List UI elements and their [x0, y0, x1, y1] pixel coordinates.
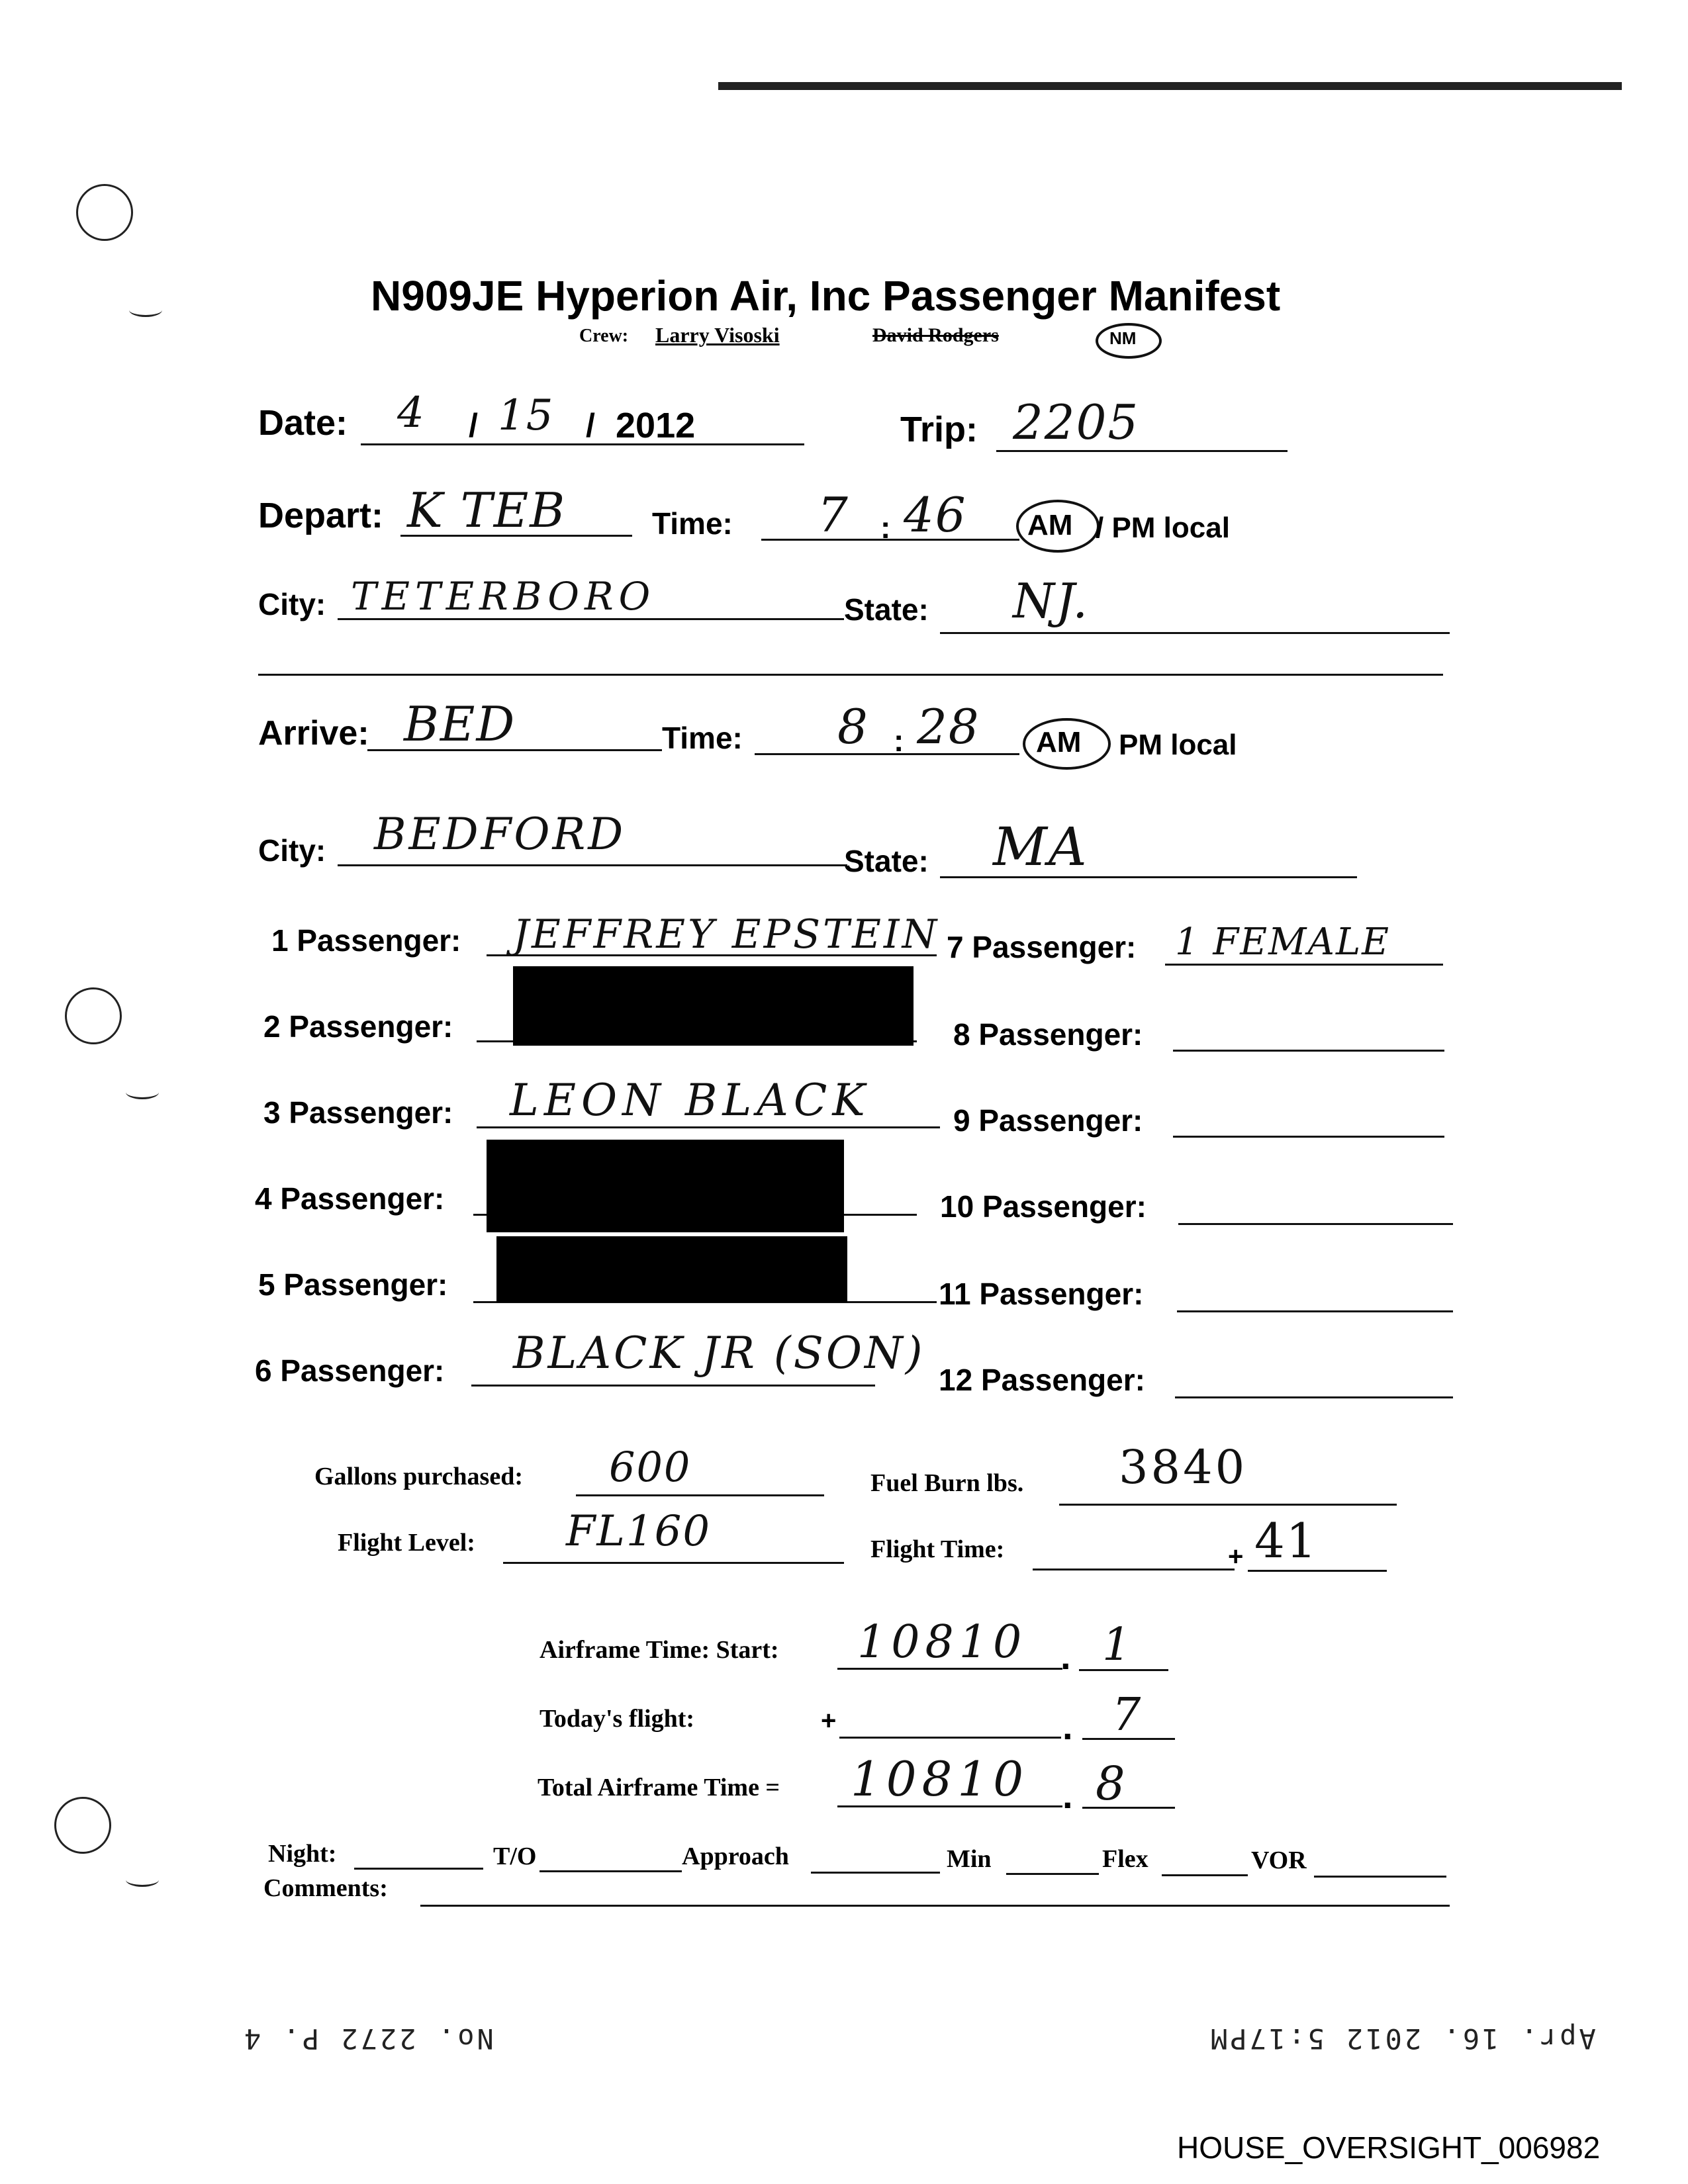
flight-time-value: 41: [1254, 1513, 1318, 1569]
total-airframe-dot: .: [1062, 1774, 1073, 1816]
page-title: N909JE Hyperion Air, Inc Passenger Manifest: [371, 272, 1281, 320]
flight-level-value: FL160: [566, 1507, 712, 1556]
passenger-5-redaction: [496, 1236, 847, 1302]
arrive-minute: 28: [917, 699, 980, 754]
flight-time-label: Flight Time:: [870, 1535, 1005, 1563]
depart-state: NJ.: [1013, 573, 1090, 629]
arrive-city: BEDFORD: [374, 809, 626, 860]
passenger-8-label: 8 Passenger:: [953, 1017, 1143, 1052]
passenger-9-line: [1173, 1136, 1444, 1138]
binder-hole-middle: [65, 987, 122, 1044]
todays-flight-dec: 7: [1112, 1689, 1143, 1741]
flex-label: Flex: [1102, 1845, 1149, 1873]
vor-label: VOR: [1251, 1846, 1307, 1874]
flight-time-line: [1033, 1569, 1235, 1570]
arrive-city-label: City:: [258, 833, 326, 868]
airframe-start-value: 10810: [857, 1616, 1027, 1668]
flight-time-value-line: [1248, 1570, 1387, 1572]
arrive-time-label: Time:: [662, 721, 743, 755]
gallons-line: [576, 1494, 824, 1496]
total-airframe-label: Total Airframe Time =: [538, 1774, 780, 1801]
flight-time-plus: +: [1228, 1542, 1244, 1571]
crew-member-1: Larry Visoski: [655, 323, 780, 347]
passenger-6-label: 6 Passenger:: [255, 1353, 445, 1388]
arrive-label: Arrive:: [258, 714, 369, 752]
crew-member-2: David Rodgers: [872, 324, 999, 346]
passenger-12-line: [1175, 1396, 1453, 1398]
vor-line: [1314, 1876, 1446, 1878]
min-label: Min: [947, 1845, 992, 1873]
depart-airport: K TEB: [407, 482, 567, 538]
arrive-airport: BED: [404, 696, 516, 752]
arrive-am: AM: [1036, 726, 1082, 758]
approach-label: Approach: [682, 1843, 789, 1870]
passenger-1-label: 1 Passenger:: [271, 923, 461, 958]
fuel-burn-line: [1059, 1504, 1397, 1506]
binder-tick-middle: [126, 1085, 159, 1099]
passenger-1-name: JEFFREY EPSTEIN: [513, 911, 940, 958]
depart-time-label: Time:: [652, 506, 733, 541]
depart-state-label: State:: [844, 592, 929, 627]
date-slash-1: /: [469, 407, 478, 444]
passenger-10-line: [1178, 1223, 1453, 1225]
to-line: [539, 1870, 682, 1872]
passenger-2-redaction: [513, 966, 914, 1046]
passenger-3-name: LEON BLACK: [510, 1075, 870, 1126]
depart-city-label: City:: [258, 587, 326, 621]
airframe-start-dot: .: [1060, 1635, 1071, 1677]
arrive-hour: 8: [837, 699, 869, 754]
depart-city: TETERBORO: [351, 574, 656, 619]
passenger-7-line: [1165, 964, 1443, 966]
fax-header-left: No. 2272 P. 4: [242, 2023, 494, 2055]
date-label: Date:: [258, 403, 348, 443]
passenger-2-label: 2 Passenger:: [263, 1009, 453, 1044]
flight-level-line: [503, 1562, 844, 1564]
arrive-colon: :: [894, 723, 904, 758]
arrive-pm-local: PM local: [1119, 729, 1237, 761]
passenger-9-label: 9 Passenger:: [953, 1103, 1143, 1138]
to-label: T/O: [493, 1843, 537, 1870]
bates-number: HOUSE_OVERSIGHT_006982: [1177, 2130, 1601, 2165]
date-day: 15: [498, 391, 555, 440]
todays-flight-line: [839, 1737, 1061, 1739]
comments-label: Comments:: [263, 1874, 388, 1902]
date-line: [361, 443, 804, 445]
binder-hole-bottom: [54, 1797, 111, 1854]
arrive-city-line: [338, 864, 847, 866]
airframe-start-label: Airframe Time: Start:: [539, 1636, 779, 1664]
depart-pm-local: / PM local: [1096, 512, 1230, 544]
passenger-4-label: 4 Passenger:: [255, 1181, 445, 1216]
passenger-4-redaction: [487, 1140, 844, 1232]
passenger-5-label: 5 Passenger:: [258, 1267, 448, 1302]
gallons-label: Gallons purchased:: [314, 1463, 523, 1490]
airframe-start-dec: 1: [1102, 1619, 1133, 1671]
comments-line: [420, 1905, 1450, 1907]
binder-tick-top: [129, 303, 162, 317]
passenger-10-label: 10 Passenger:: [940, 1189, 1147, 1224]
depart-label: Depart:: [258, 496, 384, 535]
fax-header-right: Apr. 16. 2012 5:17PM: [1208, 2023, 1596, 2055]
arrive-state-label: State:: [844, 844, 929, 878]
date-month: 4: [397, 388, 426, 437]
fuel-burn-value: 3840: [1119, 1440, 1248, 1494]
passenger-11-line: [1177, 1310, 1453, 1312]
passenger-8-line: [1173, 1050, 1444, 1052]
crew-initials: NM: [1109, 328, 1137, 348]
night-label: Night:: [268, 1840, 337, 1868]
fuel-burn-label: Fuel Burn lbs.: [870, 1469, 1024, 1497]
date-year: 2012: [616, 406, 696, 445]
binder-tick-bottom: [126, 1873, 159, 1887]
flex-line: [1162, 1874, 1248, 1876]
trip-number: 2205: [1013, 394, 1140, 450]
top-fax-bar: [718, 82, 1622, 90]
min-line: [1006, 1873, 1099, 1875]
todays-flight-dot: .: [1062, 1706, 1073, 1747]
depart-minute: 46: [904, 487, 967, 543]
passenger-6-name: BLACK JR (SON): [513, 1328, 925, 1379]
arrive-state: MA: [993, 816, 1088, 878]
passenger-3-label: 3 Passenger:: [263, 1095, 453, 1130]
todays-flight-label: Today's flight:: [539, 1705, 695, 1733]
passenger-3-line: [477, 1126, 940, 1128]
flight-level-label: Flight Level:: [338, 1529, 475, 1557]
trip-line: [996, 450, 1288, 452]
passenger-7-name: 1 FEMALE: [1175, 921, 1391, 964]
depart-extra-line: [258, 674, 1443, 676]
trip-label: Trip:: [900, 410, 978, 449]
depart-am: AM: [1027, 509, 1073, 541]
passenger-11-label: 11 Passenger:: [939, 1277, 1144, 1311]
depart-hour: 7: [818, 487, 849, 543]
crew-label: Crew:: [579, 326, 629, 346]
depart-colon: :: [880, 510, 891, 545]
depart-state-line: [940, 632, 1450, 634]
todays-flight-plus: +: [821, 1706, 837, 1735]
total-airframe-value: 10810: [851, 1751, 1029, 1807]
passenger-7-label: 7 Passenger:: [947, 930, 1137, 964]
date-slash-2: /: [586, 407, 595, 444]
passenger-12-label: 12 Passenger:: [939, 1363, 1145, 1397]
approach-line: [811, 1872, 940, 1874]
binder-hole-top: [76, 184, 133, 241]
gallons-value: 600: [609, 1443, 692, 1491]
total-airframe-dec: 8: [1096, 1756, 1127, 1811]
passenger-6-line: [471, 1385, 875, 1387]
night-line: [354, 1868, 483, 1870]
